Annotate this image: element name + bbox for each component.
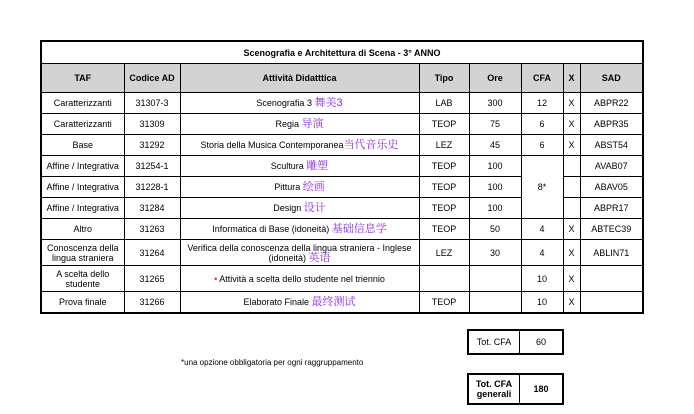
ore-cell: 100	[469, 156, 521, 177]
taf-cell: Conoscenza della lingua straniera	[41, 240, 124, 266]
activity-text: Storia della Musica Contemporanea	[200, 140, 344, 150]
x-cell: X	[563, 93, 580, 114]
activity-cn-note: 雕塑	[306, 160, 329, 172]
taf-cell: Prova finale	[41, 292, 124, 313]
sad-cell: ABPR35	[580, 114, 643, 135]
activity-cell	[180, 93, 419, 114]
activity-text: Elaborato Finale	[243, 296, 310, 307]
activity-cn-note: 舞美3	[314, 97, 343, 109]
x-cell	[563, 156, 580, 177]
tipo-cell: TEOP	[419, 292, 469, 313]
tipo-cell: TEOP	[419, 219, 469, 240]
ore-cell	[469, 266, 521, 292]
code-cell: 31307-3	[124, 93, 180, 114]
code-cell: 31263	[124, 219, 180, 240]
activity-cn-note: 当代音乐史	[343, 139, 399, 151]
total-general-label: Tot. CFA generali	[469, 375, 520, 403]
cfa-cell: 12	[521, 93, 563, 114]
x-cell: X	[563, 240, 580, 266]
taf-cell: Base	[41, 135, 124, 156]
header-tipo: Tipo	[419, 64, 469, 93]
bullet-icon: •	[214, 273, 218, 284]
cfa-group-cell: 8*	[521, 156, 563, 219]
table-row	[41, 93, 643, 114]
activity-cn-note: 英语	[308, 251, 331, 264]
activity-cn-note: 基础信息学	[331, 223, 387, 235]
tipo-cell	[419, 266, 469, 292]
activity-cell	[180, 114, 419, 135]
ore-cell: 100	[469, 177, 521, 198]
sad-cell: ABST54	[580, 135, 643, 156]
activity-cell	[180, 198, 419, 219]
sad-cell: AVAB07	[580, 156, 643, 177]
code-cell: 31266	[124, 292, 180, 313]
footnote: *una opzione obbligatoria per ogni raggruppamento	[181, 358, 364, 367]
sad-cell	[580, 266, 643, 292]
sad-cell	[580, 292, 643, 313]
activity-cn-note: 导演	[301, 118, 324, 130]
cfa-cell: 4	[521, 219, 563, 240]
sad-cell: ABAV05	[580, 177, 643, 198]
activity-text: Verifica della conoscenza della lingua straniera - Inglese (idoneità)	[187, 242, 412, 263]
ore-cell	[469, 292, 521, 313]
activity-cn-note: 设计	[303, 202, 326, 214]
activity-text: Scultura	[270, 161, 304, 171]
code-cell: 31292	[124, 135, 180, 156]
header-ore: Ore	[469, 64, 521, 93]
ore-cell: 50	[469, 219, 521, 240]
cfa-cell: 6	[521, 114, 563, 135]
tipo-cell: LAB	[419, 93, 469, 114]
x-cell: X	[563, 292, 580, 313]
tipo-cell: LEZ	[419, 240, 469, 266]
activity-text: Regia	[275, 119, 299, 129]
activity-cn-note: 绘画	[302, 181, 325, 193]
code-cell: 31228-1	[124, 177, 180, 198]
activity-text: Design	[273, 203, 302, 213]
x-cell	[563, 177, 580, 198]
sad-cell: ABPR22	[580, 93, 643, 114]
total-cfa-box	[467, 329, 564, 355]
total-general-value: 180	[533, 384, 549, 394]
total-cfa-label: Tot. CFA	[469, 331, 520, 353]
cfa-cell: 6	[521, 135, 563, 156]
code-cell: 31309	[124, 114, 180, 135]
ore-cell: 300	[469, 93, 521, 114]
header-row	[41, 64, 643, 93]
ore-cell: 45	[469, 135, 521, 156]
header-taf: TAF	[41, 64, 124, 93]
tipo-cell: TEOP	[419, 177, 469, 198]
x-cell: X	[563, 135, 580, 156]
sad-cell: ABTEC39	[580, 219, 643, 240]
x-cell: X	[563, 266, 580, 292]
taf-cell: Caratterizzanti	[41, 114, 124, 135]
activity-text: Attività a scelta dello studente nel triennio	[219, 273, 385, 284]
activity-cell	[180, 266, 419, 292]
activity-cell	[180, 177, 419, 198]
code-cell: 31284	[124, 198, 180, 219]
header-codice: Codice AD	[124, 64, 180, 93]
header-x: X	[563, 64, 580, 93]
activity-cell	[180, 292, 419, 313]
sad-cell: ABLIN71	[580, 240, 643, 266]
activity-text: Pittura	[274, 182, 301, 192]
header-sad: SAD	[580, 64, 643, 93]
activity-text: Informatica di Base (idoneità)	[212, 224, 330, 234]
x-cell	[563, 198, 580, 219]
x-cell: X	[563, 219, 580, 240]
header-attivita: Attività Didatttica	[180, 64, 419, 93]
table-row	[41, 156, 643, 177]
table-row	[41, 240, 643, 266]
taf-cell: Affine / Integrativa	[41, 177, 124, 198]
taf-cell: A scelta dello studente	[41, 266, 124, 292]
x-cell: X	[563, 114, 580, 135]
code-cell: 31264	[124, 240, 180, 266]
taf-cell: Affine / Integrativa	[41, 156, 124, 177]
ore-cell: 30	[469, 240, 521, 266]
activity-text: Scenografia 3	[256, 98, 312, 108]
total-cfa-value: 60	[535, 337, 546, 347]
cfa-cell: 4	[521, 240, 563, 266]
activity-cn-note: 最终测试	[311, 295, 356, 308]
table-row	[41, 292, 643, 313]
activity-cell	[180, 156, 419, 177]
activity-cell	[180, 240, 419, 266]
activity-cell	[180, 135, 419, 156]
cfa-cell: 10	[521, 292, 563, 313]
taf-cell: Altro	[41, 219, 124, 240]
code-cell: 31254-1	[124, 156, 180, 177]
cfa-cell: 10	[521, 266, 563, 292]
total-general-box	[467, 373, 564, 405]
table-row	[41, 266, 643, 292]
sad-cell: ABPR17	[580, 198, 643, 219]
ore-cell: 75	[469, 114, 521, 135]
ore-cell: 100	[469, 198, 521, 219]
table-row	[41, 135, 643, 156]
tipo-cell: TEOP	[419, 156, 469, 177]
code-cell: 31265	[124, 266, 180, 292]
table-title-row	[41, 41, 643, 64]
tipo-cell: LEZ	[419, 135, 469, 156]
tipo-cell: TEOP	[419, 198, 469, 219]
table-row	[41, 114, 643, 135]
activity-cell	[180, 219, 419, 240]
taf-cell: Caratterizzanti	[41, 93, 124, 114]
tipo-cell: TEOP	[419, 114, 469, 135]
header-cfa: CFA	[521, 64, 563, 93]
curriculum-table	[40, 40, 644, 314]
taf-cell: Affine / Integrativa	[41, 198, 124, 219]
table-row	[41, 219, 643, 240]
table-title: Scenografia e Architettura di Scena - 3° ANNO	[41, 41, 643, 64]
